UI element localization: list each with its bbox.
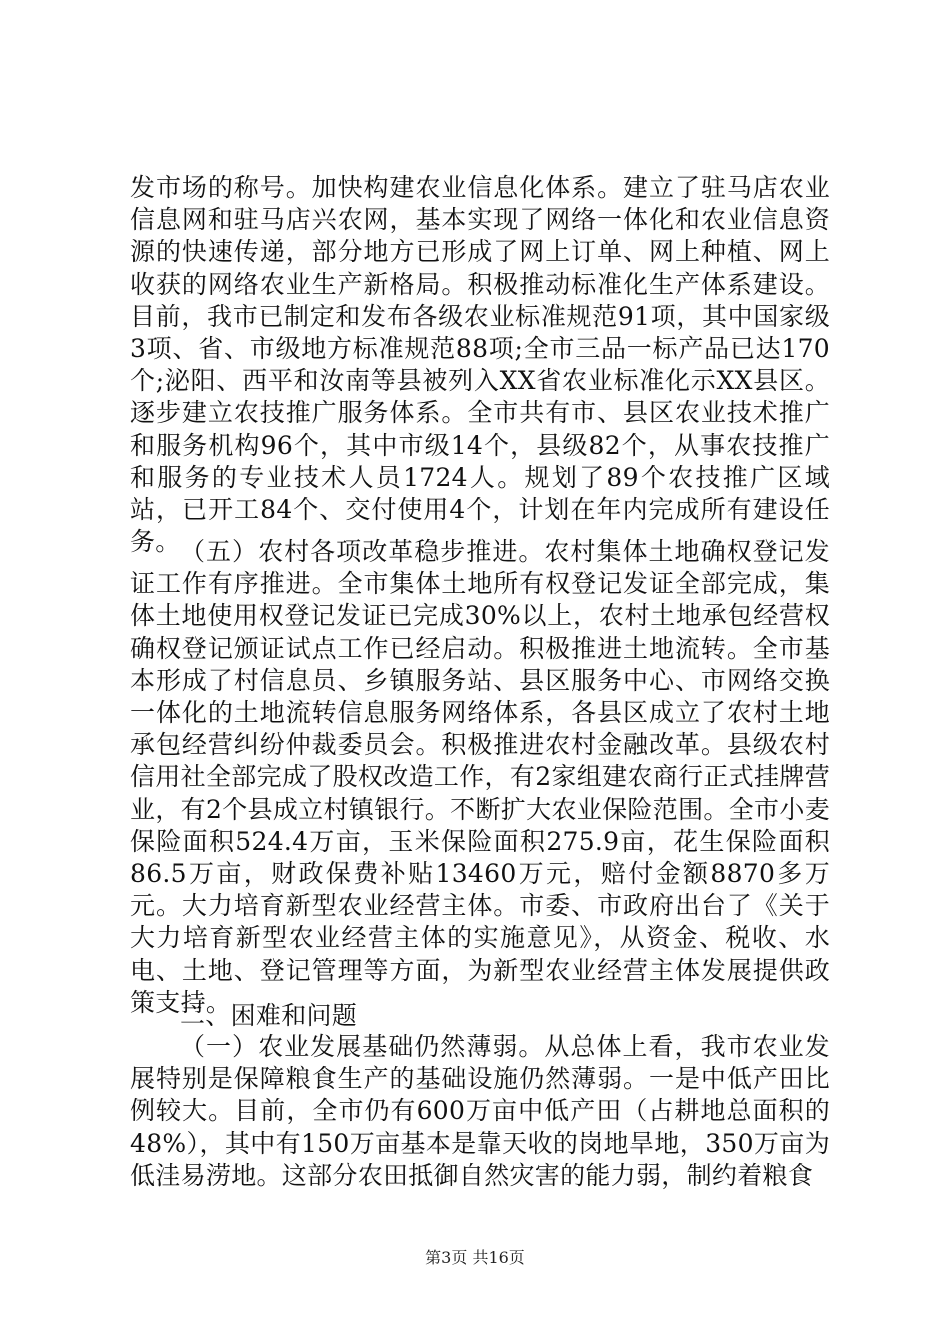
paragraph-weak-foundation: （一）农业发展基础仍然薄弱。从总体上看，我市农业发展特别是保障粮食生产的基础设施仍然薄弱。一是中低产田比例较大。目前，全市仍有600万亩中低产田（占耕地总面积的48%），其中有150万亩基本是靠天收的岗地旱地，350万亩为低洼易涝地。这部分农田抵御自然灾害的能力弱，制约着粮食 [130, 1032, 830, 1190]
paragraph-agri-systems: 发市场的称号。加快构建农业信息化体系。建立了驻马店农业信息网和驻马店兴农网，基本实现了网络一体化和农业信息资源的快速传递，部分地方已形成了网上订单、网上种植、网上收获的网络农业生产新格局。积极推动标准化生产体系建设。目前，我市已制定和发布各级农业标准规范91项，其中国家级3项、省、市级地方标准规范88项;全市三品一标产品已达170个;泌阳、西平和汝南等县被列入XX省农业标准化示XX县区。逐步建立农技推广服务体系。全市共有市、县区农业技术推广和服务机构96个，其中市级14个，县级82个，从事农技推广和服务的专业技术人员1724人。规划了89个农技推广区域站，已开工84个、交付使用4个，计划在年内完成所有建设任务。 [130, 173, 830, 557]
page-footer: 第3页 共16页 [425, 1248, 525, 1267]
section-heading-difficulties: 二、困难和问题 [180, 1001, 358, 1030]
paragraph-rural-reform: （五）农村各项改革稳步推进。农村集体土地确权登记发证工作有序推进。全市集体土地所有权登记发证全部完成，集体土地使用权登记发证已完成30%以上，农村土地承包经营权确权登记颁证试点工作已经启动。积极推进土地流转。全市基本形成了村信息员、乡镇服务站、县区服务中心、市网络交换一体化的土地流转信息服务网络体系，各县区成立了农村土地承包经营纠纷仲裁委员会。积极推进农村金融改革。县级农村信用社全部完成了股权改造工作，有2家组建农商行正式挂牌营业，有2个县成立村镇银行。不断扩大农业保险范围。全市小麦保险面积524.4万亩，玉米保险面积275.9亩，花生保险面积86.5万亩，财政保费补贴13460万元，赔付金额8870多万元。大力培育新型农业经营主体。市委、市政府出台了《关于大力培育新型农业经营主体的实施意见》，从资金、税收、水电、土地、登记管理等方面，为新型农业经营主体发展提供政策支持。 [130, 537, 830, 1017]
